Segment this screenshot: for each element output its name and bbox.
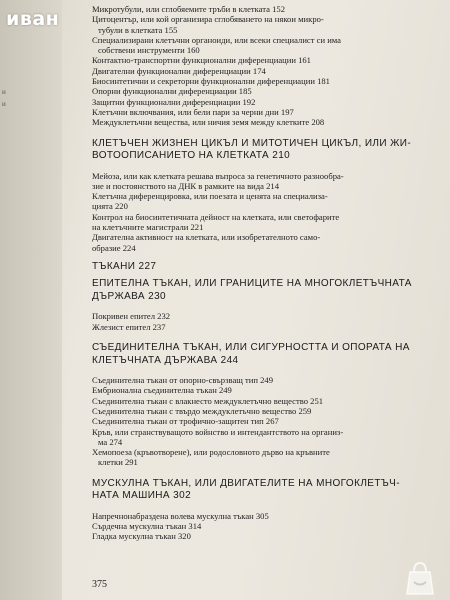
- toc-entry: Покривен епител 232: [92, 311, 171, 322]
- toc-entry: Двигателни функционални диференциации 174: [92, 65, 266, 76]
- toc-entry: Специализирани клетъчни органоиди, или всеки специалист си има: [92, 34, 341, 45]
- toc-entry: Гладка мускулна тъкан 320: [92, 531, 191, 542]
- toc-entry: Защитни функционални диференциации 192: [92, 96, 256, 107]
- spacer: [92, 503, 442, 511]
- toc-entry: Сърдечна мускулна тъкан 314: [92, 521, 202, 531]
- toc-entry: Хемопоеза (кръвотворене), или родословното дърво на кръвните: [92, 447, 330, 458]
- toc-entry: ма 274: [98, 436, 123, 447]
- section-heading: ВОТООПИСАНИЕТО НА КЛЕТКАТА 210: [92, 150, 291, 162]
- toc-entry: Съединителна тъкан с твърдо междуклетъчно вещество 259: [92, 405, 312, 416]
- toc-entry: Биосинтетични и секреторни функционални диференциации 181: [92, 76, 330, 87]
- section-heading: КЛЕТЪЧЕН ЖИЗНЕН ЦИКЪЛ И МИТОТИЧЕН ЦИКЪЛ, ИЛИ ЖИ-: [92, 137, 412, 149]
- toc-entry: Мейоза, или как клетката решава въпроса за генетичното разнообра-: [92, 170, 344, 181]
- toc-entry: клетки 291: [98, 457, 138, 468]
- spacer: [92, 253, 442, 261]
- toc-entry: цията 220: [92, 201, 128, 212]
- spacer: [92, 303, 442, 311]
- toc-entry: Напречнонабраздена волева мускулна тъкан 305: [92, 510, 269, 521]
- toc-entry: образие 224: [92, 242, 136, 253]
- toc-entry: Междуклетъчни вещества, или ничия земя между клетките 208: [92, 117, 325, 128]
- toc-entry: Цитоцентър, или кой организира сглобяването на някои микро-: [92, 14, 324, 25]
- toc-entry: Съединителна тъкан от трофично-защитен тип 267: [92, 416, 279, 427]
- toc-entry: на клетъчните магистрали 221: [92, 222, 204, 233]
- spacer: [92, 367, 442, 375]
- toc-entry: собствени инструменти 160: [98, 45, 200, 56]
- toc-entry: Контактно-транспортни функционални диференциации 161: [92, 55, 311, 66]
- section-heading: НАТА МАШИНА 302: [92, 490, 192, 502]
- toc-entry: Кръв, или странствуващото войнство и интендантството на организ-: [92, 426, 344, 437]
- section-heading: ЕПИТЕЛНА ТЪКАН, ИЛИ ГРАНИЦИТЕ НА МНОГОКЛЕТЪЧНАТА: [92, 278, 412, 290]
- toc-entry: Контрол на биосинтетичната дейност на клетката, или светофарите: [92, 211, 340, 222]
- toc-entry: Двигателна активност на клетката, или изобретателното само-: [92, 232, 321, 243]
- toc-entry: Съединителна тъкан с влакнесто междуклетъчно вещество 251: [92, 395, 324, 406]
- toc-entry: тубули в клетката 155: [98, 24, 178, 35]
- section-heading: ТЪКАНИ 227: [92, 260, 157, 272]
- section-heading: СЪЕДИНИТЕЛНА ТЪКАН, ИЛИ СИГУРНОСТТА И ОПОРАТА НА: [92, 342, 410, 354]
- section-heading: ДЪРЖАВА 230: [92, 290, 167, 302]
- toc-entry: Съединителна тъкан от опорно-свързващ тип 249: [92, 375, 274, 386]
- toc-entry: Микротубули, или сглобяемите тръби в клетката 152: [92, 4, 285, 14]
- toc-entry: Жлезист епител 237: [92, 321, 166, 332]
- spacer: [92, 468, 442, 478]
- toc-entry: зие и постоянството на ДНК в рамките на вида 214: [92, 180, 279, 191]
- toc-entry: Клетъчни включвания, или бели пари за черни дни 197: [92, 106, 294, 117]
- table-of-contents: [92, 4, 442, 542]
- bazar-bag-icon: [398, 556, 442, 600]
- seller-name-overlay: иван: [6, 8, 60, 30]
- margin-fragment: и: [2, 88, 6, 96]
- toc-entry: Опорни функционални диференциации 185: [92, 86, 252, 97]
- margin-fragment: и: [2, 100, 6, 108]
- section-heading: КЛЕТЪЧНАТА ДЪРЖАВА 244: [92, 354, 239, 366]
- previous-page-edge: [0, 0, 62, 600]
- section-heading: МУСКУЛНА ТЪКАН, ИЛИ ДВИГАТЕЛИТЕ НА МНОГОКЛЕТЪЧ-: [92, 477, 400, 489]
- toc-entry: Клетъчна диференцировка, или поезата и ценята на специализа-: [92, 191, 328, 202]
- page-number: 375: [92, 579, 107, 590]
- toc-entry: Ембрионална съединителна тъкан 249: [92, 385, 232, 396]
- spacer: [92, 163, 442, 171]
- spacer: [92, 332, 442, 342]
- spacer: [92, 128, 442, 138]
